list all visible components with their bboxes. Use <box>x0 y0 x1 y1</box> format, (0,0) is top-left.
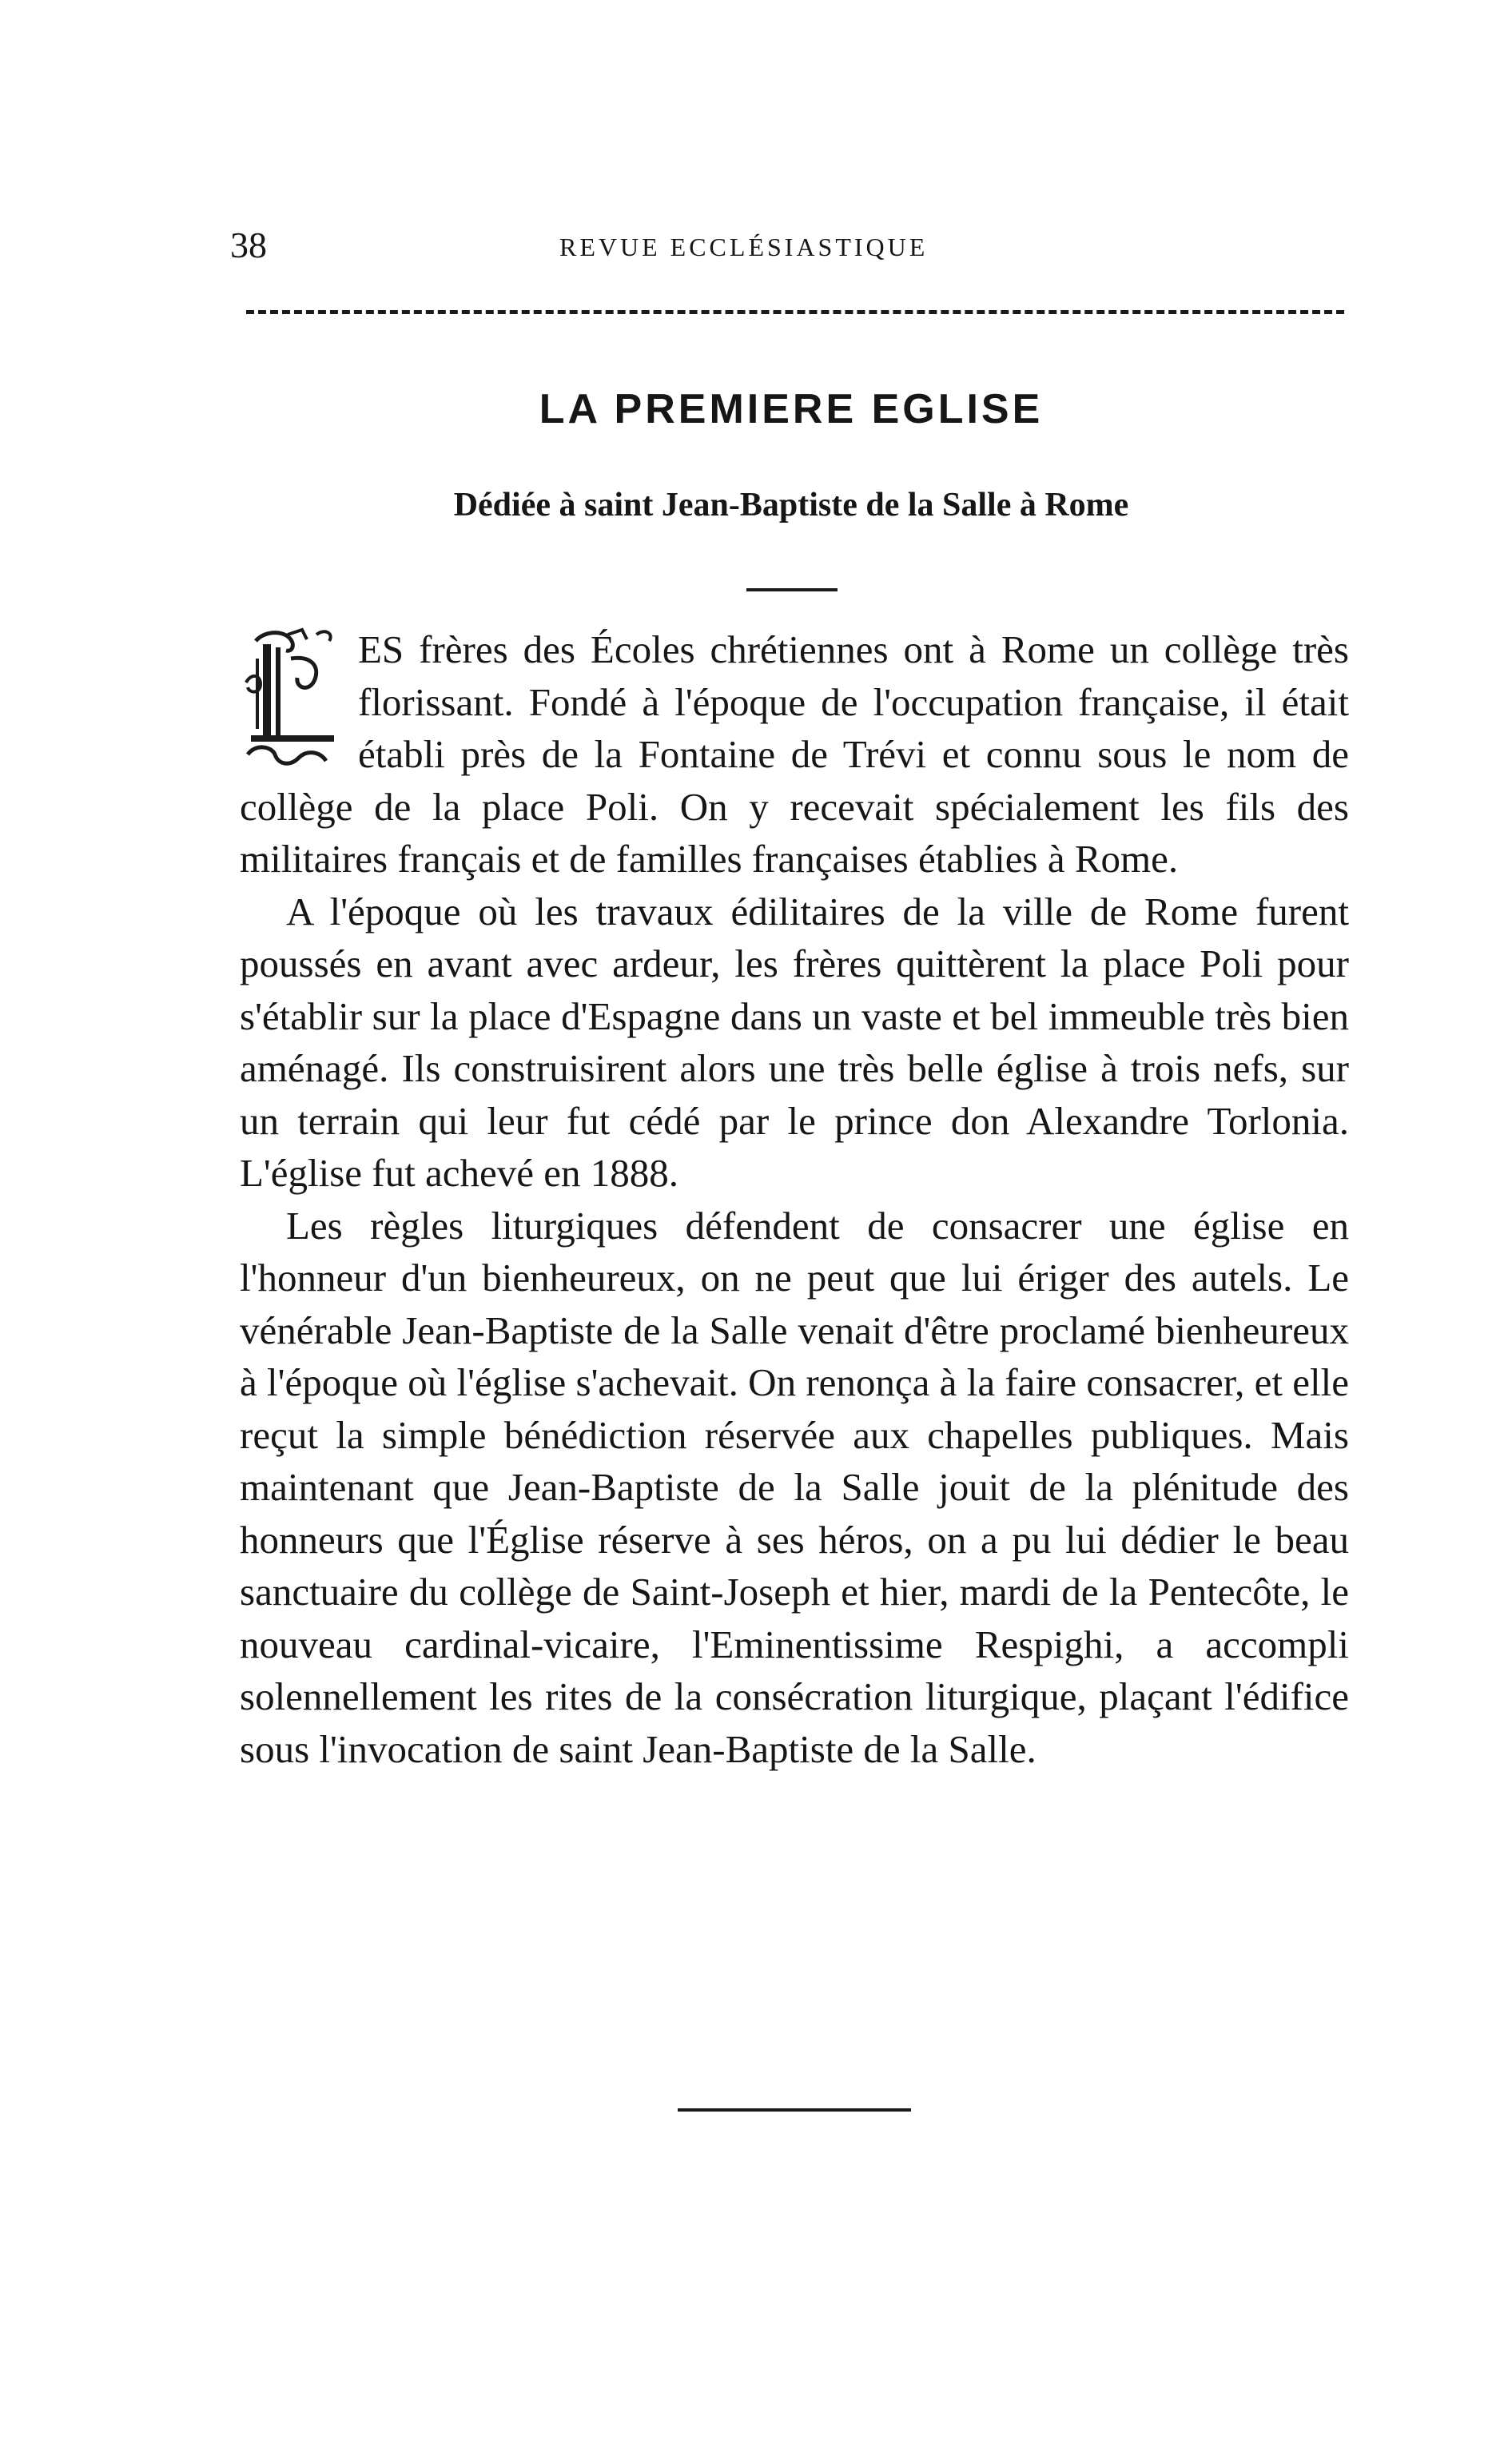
drop-cap <box>240 591 358 777</box>
paragraph-2: A l'époque où les travaux édilitaires de la ville de Rome furent poussés en avant avec ardeur, les frères quittèrent la place Poli pour s'établir sur la place d'Espagne dans un vaste et bel immeuble très bien aménagé. Ils construisirent alors une très belle église à trois nefs, sur un terrain qui leur fut cédé par le prince don Alexandre Torlonia. L'église fut achevé en 1888. <box>240 889 1349 1195</box>
article-subtitle: Dédiée à saint Jean-Baptiste de la Salle à Rome <box>453 487 1129 523</box>
running-header: REVUE ECCLÉSIASTIQUE <box>559 233 929 261</box>
paragraph-1: ES frères des Écoles chrétiennes ont à Rome un collège très florissant. Fondé à l'époque de l'occupation française, il était établi près de la Fontaine de Trévi et connu sous le nom de collège de la place Poli. On y recevait spécialement les fils des militaires français et de familles françaises établies à Rome. <box>240 627 1349 881</box>
svg-text:L: L <box>240 591 264 635</box>
page-number: 38 <box>230 225 267 265</box>
paragraph-3: Les règles liturgiques défendent de consacrer une église en l'honneur d'un bienheureux, on ne peut que lui ériger des autels. Le vénérable Jean-Baptiste de la Salle venait d'être proclamé bienheureux à l'époque où l'église s'achevait. On renonça à la faire consacrer, et elle reçut la simple bénédiction réservée aux chapelles publiques. Mais maintenant que Jean-Baptiste de la Salle jouit de la plénitude des honneurs que l'Église réserve à ses héros, on a pu lui dédier le beau sanctuaire du collège de Saint-Joseph et hier, mardi de la Pentecôte, le nouveau cardinal-vicaire, l'Eminentissime Respighi, a accompli solennellement les rites de la consécration liturgique, plaçant l'édifice sous l'invocation de saint Jean-Baptiste de la Salle. <box>240 1203 1349 1771</box>
end-rule <box>678 2108 911 2112</box>
article-body <box>240 591 1349 1775</box>
article-title: LA PREMIERE EGLISE <box>539 386 1044 432</box>
ornament-rule <box>746 588 838 591</box>
header-rule <box>246 310 1344 314</box>
drop-cap-ornament-icon <box>240 591 358 777</box>
